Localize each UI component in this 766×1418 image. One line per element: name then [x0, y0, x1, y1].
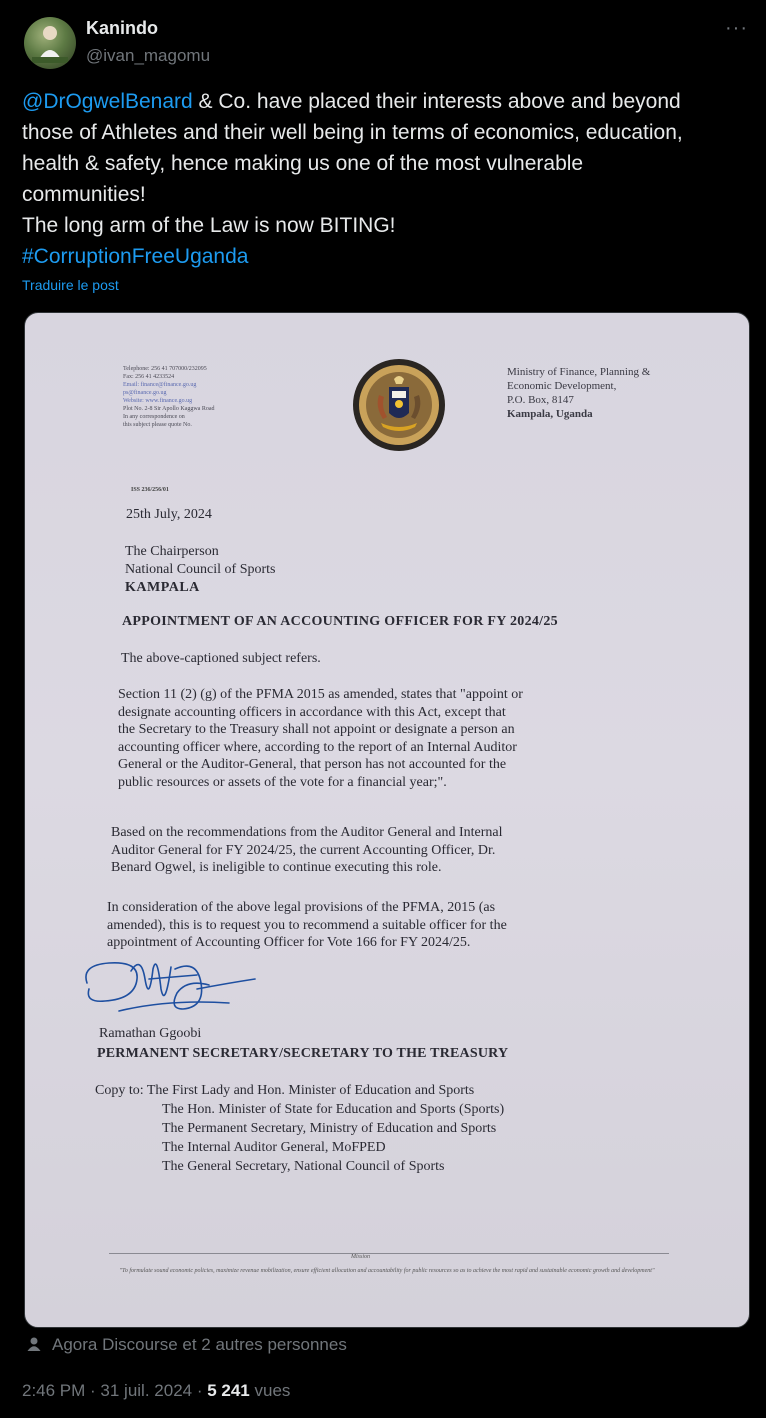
letter-date: 25th July, 2024 — [126, 507, 212, 522]
letter-paragraph-2 — [118, 686, 523, 791]
paragraph-line: Auditor General for FY 2024/25, the current Accounting Officer, Dr. — [111, 842, 496, 858]
letter-addressee — [125, 543, 276, 597]
signer-name: Ramathan Ggoobi — [99, 1026, 202, 1041]
tweet-line-1: & Co. have placed their interests above and beyond — [192, 90, 681, 113]
signer-title: PERMANENT SECRETARY/SECRETARY TO THE TREASURY — [97, 1046, 509, 1061]
letter-paragraph-1: The above-captioned subject refers. — [121, 651, 321, 666]
attached-letter-image[interactable] — [24, 312, 750, 1328]
contact-line: Email: finance@finance.go.ug — [123, 382, 197, 388]
author-handle[interactable]: @ivan_magomu — [86, 46, 211, 65]
tweet-line-2: those of Athletes and their well being in terms of economics, education, — [22, 121, 683, 144]
author-avatar[interactable] — [24, 17, 76, 69]
paragraph-line: accounting officer where, according to the report of an Internal Auditor — [118, 739, 517, 755]
letter-paragraph-4 — [107, 899, 507, 952]
liked-by-text: Agora Discourse et 2 autres personnes — [52, 1335, 347, 1354]
letter-document — [25, 313, 749, 1327]
addressee-line: The Chairperson — [125, 544, 219, 559]
contact-line: ps@finance.go.ug — [123, 390, 167, 396]
paragraph-line: designate accounting officers in accordance with this Act, except that — [118, 704, 506, 720]
views-count: 5 241 — [207, 1381, 250, 1400]
tweet-timestamp[interactable]: 2:46 PM · 31 juil. 2024 · — [22, 1381, 208, 1400]
letter-reference: ISS 236/256/01 — [131, 487, 169, 493]
ministry-line: Ministry of Finance, Planning & — [507, 366, 651, 378]
contact-line: Website: www.finance.go.ug — [123, 398, 193, 404]
addressee-line: National Council of Sports — [125, 562, 276, 577]
contact-line: Fax: 256 41 4233524 — [123, 374, 175, 380]
mention-link[interactable]: @DrOgwelBenard — [22, 90, 193, 113]
footer-mission-text: "To formulate sound economic policies, maximize revenue mobilization, ensure efficient allocation and accountability for public resources so as to achieve the most rapid and sustainable economic growth and development" — [119, 1268, 655, 1274]
paragraph-line: amended), this is to request you to recommend a suitable officer for the — [107, 917, 507, 933]
letter-contact-block — [123, 365, 215, 429]
letter-paragraph-3 — [111, 824, 503, 877]
contact-line: In any correspondence on — [123, 414, 185, 420]
copy-line: Copy to: The First Lady and Hon. Minister of Education and Sports — [95, 1083, 475, 1098]
translate-post-link[interactable]: Traduire le post — [22, 277, 119, 293]
tweet-line-4: communities! — [22, 183, 146, 206]
paragraph-line: public resources or assets of the vote for a financial year;". — [118, 774, 447, 790]
letter-copy-list — [95, 1081, 504, 1176]
contact-line: Telephone: 256 41 707000/232095 — [123, 366, 207, 372]
footer-divider — [109, 1253, 669, 1254]
ministry-line: P.O. Box, 8147 — [507, 394, 574, 406]
tweet-line-3: health & safety, hence making us one of the most vulnerable — [22, 152, 584, 175]
addressee-line: KAMPALA — [125, 580, 200, 595]
hashtag-link[interactable]: #CorruptionFreeUganda — [22, 245, 249, 268]
more-options-icon[interactable]: ··· — [725, 17, 748, 39]
paragraph-line: appointment of Accounting Officer for Vote 166 for FY 2024/25. — [107, 935, 471, 950]
ministry-line: Economic Development, — [507, 380, 617, 392]
tweet-text — [22, 86, 752, 272]
paragraph-line: In consideration of the above legal provisions of the PFMA, 2015 (as — [107, 900, 496, 915]
author-display-name[interactable]: Kanindo — [86, 18, 158, 38]
copy-line: The Internal Auditor General, MoFPED — [162, 1140, 386, 1155]
tweet-line-5: The long arm of the Law is now BITING! — [22, 214, 396, 237]
contact-line: Plot No. 2-8 Sir Apollo Kaggwa Road — [123, 406, 215, 412]
ministry-line: Kampala, Uganda — [507, 408, 593, 420]
paragraph-line: Section 11 (2) (g) of the PFMA 2015 as amended, states that "appoint or — [118, 687, 523, 702]
copy-line: The Hon. Minister of State for Education and Sports (Sports) — [162, 1102, 505, 1117]
letter-subject: APPOINTMENT OF AN ACCOUNTING OFFICER FOR FY 2024/25 — [122, 614, 558, 629]
footer-mission-title: Mission — [351, 1254, 371, 1260]
paragraph-line: the Secretary to the Treasury shall not appoint or designate a person an — [118, 722, 515, 737]
tweet-meta — [22, 1381, 290, 1401]
paragraph-line: Based on the recommendations from the Auditor General and Internal — [111, 825, 503, 840]
ministry-address — [507, 365, 650, 421]
paragraph-line: Benard Ogwel, is ineligible to continue executing this role. — [111, 860, 442, 875]
paragraph-line: General or the Auditor-General, that person has not accounted for the — [118, 757, 507, 772]
copy-line: The General Secretary, National Council of Sports — [162, 1159, 445, 1174]
contact-line: this subject please quote No. — [123, 422, 192, 428]
uganda-coat-of-arms-seal-icon — [351, 357, 447, 453]
copy-line: The Permanent Secretary, Ministry of Education and Sports — [162, 1121, 497, 1136]
avatar-photo-icon — [24, 17, 76, 69]
views-label: vues — [249, 1381, 291, 1400]
person-icon — [26, 1336, 42, 1352]
liked-by[interactable] — [26, 1335, 347, 1355]
